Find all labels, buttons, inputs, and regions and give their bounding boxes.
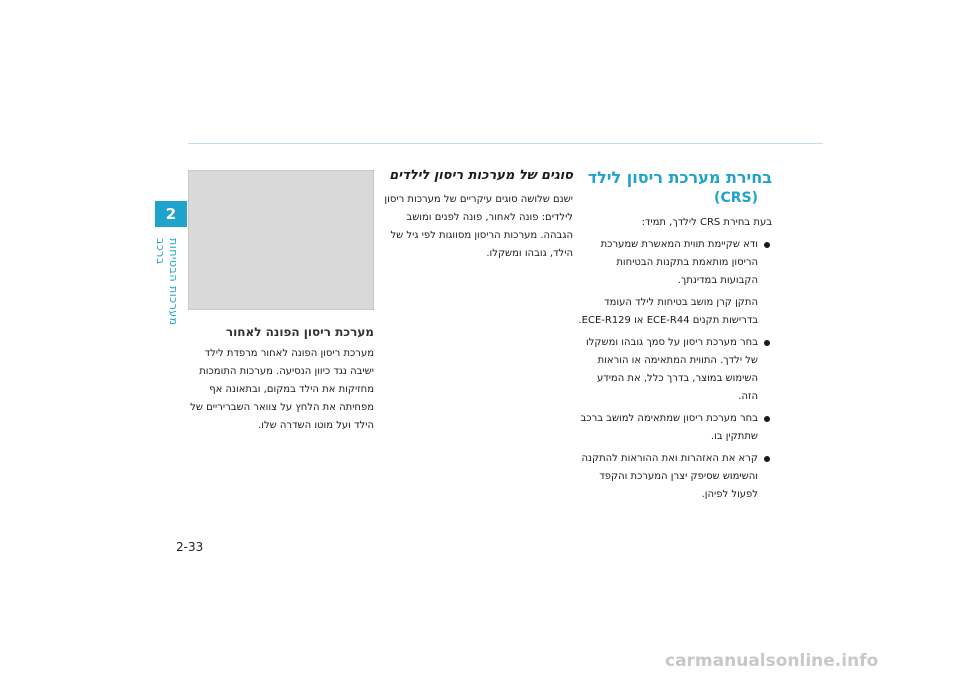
section-title: סוגים של מערכות ריסון לילדים bbox=[389, 168, 573, 183]
section-title: בחירת מערכת ריסון לילד bbox=[587, 168, 772, 187]
watermark: carmanualsonline.info bbox=[665, 651, 879, 671]
top-divider bbox=[188, 143, 823, 144]
chapter-number: 2 bbox=[165, 205, 177, 223]
list-item: ודא שקיימת תווית המאשרת שמערכת הריסון מותאמת בתקנות הבטיחות הקבועות במדינתך. bbox=[578, 236, 772, 290]
chapter-tab bbox=[155, 201, 187, 227]
section-choosing-crs bbox=[578, 168, 772, 508]
section-crs-types bbox=[383, 168, 573, 267]
list-item: קרא את האזהרות ואת ההוראות להתקנה והשימוש שסיפק יצרן המערכת והקפד לפעול לפיהן. bbox=[578, 450, 772, 504]
bullet-list bbox=[578, 236, 772, 290]
section-rear-facing bbox=[188, 325, 374, 439]
section-intro: בעת בחירת CRS לילדך, תמיד: bbox=[641, 217, 772, 228]
chapter-label: מערכות הבטיחות ברכב bbox=[154, 238, 180, 326]
list-item: בחר מערכת ריסון על סמך גובהו ומשקלו של ילדך. התווית המתאימה או הוראות השימוש במוצר, בדרך כלל, את המידע הזה. bbox=[578, 334, 772, 406]
section-body: מערכת ריסון הפונה לאחור מרפדת לילד ישיבה נגד כיוון הנסיעה. מערכות התומכות מחזיקות את הילד במקום, ובתאונה אף מפחיתה את הלחץ על צוואר השבריריים של הילד ועל מוטו השדרה שלו. bbox=[190, 348, 374, 431]
section-title: מערכת ריסון הפונה לאחור bbox=[225, 325, 374, 339]
list-item: בחר מערכת ריסון שמתאימה למושב ברכב שתתקין בו. bbox=[578, 410, 772, 446]
section-subtitle: (CRS) bbox=[714, 190, 758, 206]
standards-note: התקן קרן מושב בטיחות לילד העומד בדרישות תקנים ECE-R44 או ECE-R129. bbox=[578, 297, 758, 326]
illustration-placeholder bbox=[188, 170, 374, 310]
page-number: 2-33 bbox=[176, 540, 204, 554]
section-body: ישנם שלושה סוגים עיקריים של מערכות ריסון לילדים: פונה לאחור, פונה לפנים ומושב הגבהה. מערכות הריסון מסווגות לפי גיל של הילד, גובהו ומשקלו. bbox=[384, 194, 573, 259]
bullet-list-cont bbox=[578, 334, 772, 504]
